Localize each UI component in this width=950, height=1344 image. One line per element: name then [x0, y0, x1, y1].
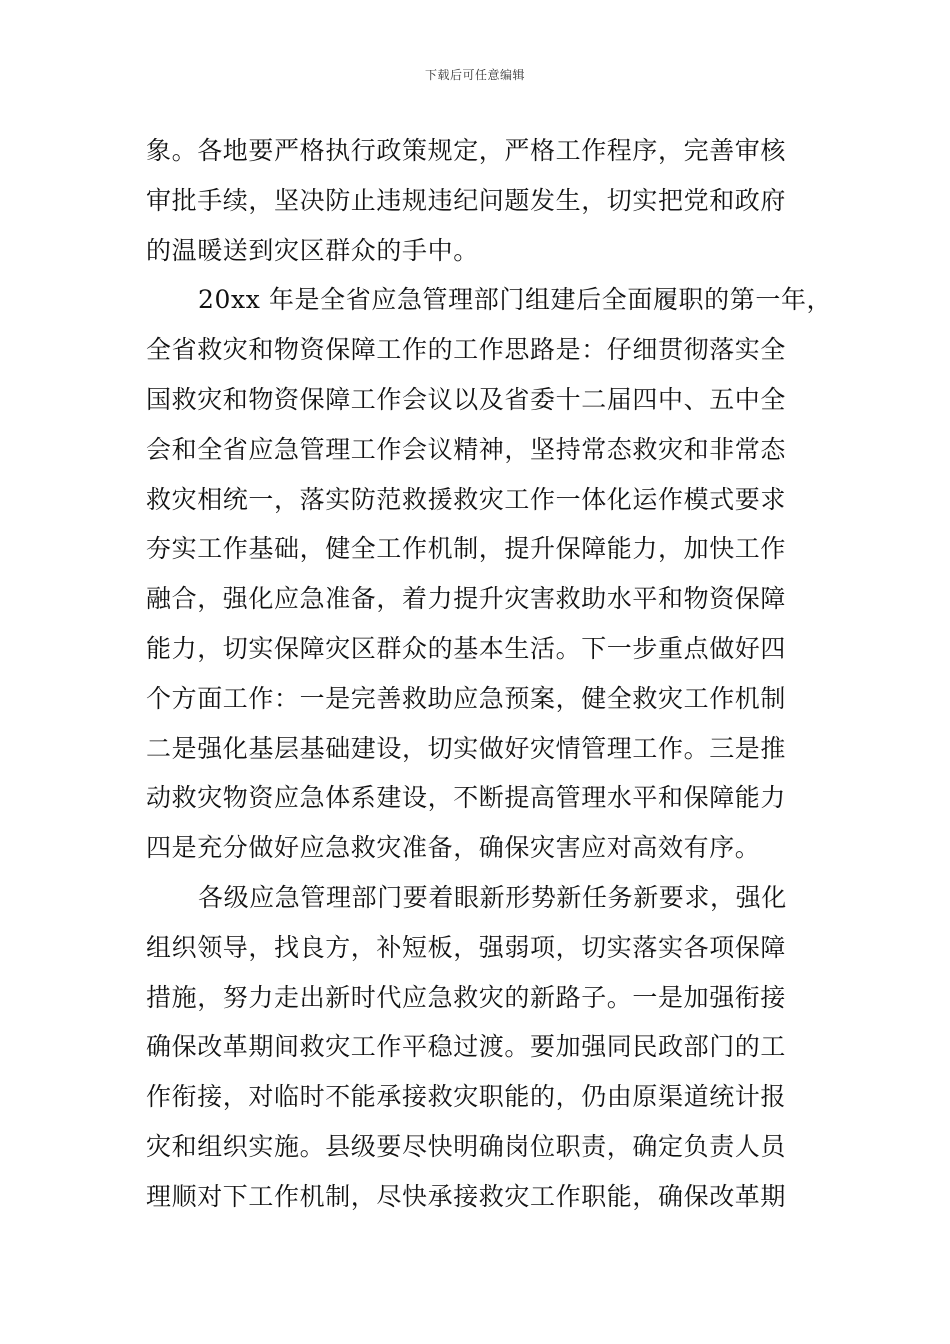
- document-body: [146, 126, 833, 1222]
- text-line: 理顺对下工作机制，尽快承接救灾工作职能，确保改革期: [146, 1181, 787, 1211]
- text-line: 国救灾和物资保障工作会议以及省委十二届四中、五中全: [146, 384, 787, 414]
- text-line: 动救灾物资应急体系建设，不断提高管理水平和保障能力: [146, 783, 787, 813]
- text-line: 融合，强化应急准备，着力提升灾害救助水平和物资保障: [146, 584, 787, 614]
- text-line: 会和全省应急管理工作会议精神，坚持常态救灾和非常态: [146, 434, 787, 464]
- text-line: 能力，切实保障灾区群众的基本生活。下一步重点做好四: [146, 633, 787, 663]
- text-line: 20xx 年是全省应急管理部门组建后全面履职的第一年，: [198, 285, 833, 315]
- header-note: 下载后可任意编辑: [424, 68, 525, 82]
- text-line: 确保改革期间救灾工作平稳过渡。要加强同民政部门的工: [146, 1032, 787, 1062]
- text-line: 全省救灾和物资保障工作的工作思路是：仔细贯彻落实全: [146, 335, 787, 365]
- text-line: 夯实工作基础，健全工作机制，提升保障能力，加快工作: [146, 534, 787, 564]
- text-line: 救灾相统一，落实防范救援救灾工作一体化运作模式要求: [146, 484, 787, 514]
- text-line: 个方面工作：一是完善救助应急预案，健全救灾工作机制: [146, 683, 787, 713]
- text-line: 组织领导，找良方，补短板，强弱项，切实落实各项保障: [146, 932, 787, 962]
- text-line: 灾和组织实施。县级要尽快明确岗位职责，确定负责人员: [146, 1131, 787, 1161]
- text-line: 象。各地要严格执行政策规定，严格工作程序，完善审核: [146, 136, 787, 165]
- text-line: 二是强化基层基础建设，切实做好灾情管理工作。三是推: [146, 733, 787, 763]
- text-line: 作衔接，对临时不能承接救灾职能的，仍由原渠道统计报: [146, 1082, 787, 1112]
- text-line: 各级应急管理部门要着眼新形势新任务新要求，强化: [198, 882, 787, 912]
- text-line: 审批手续，坚决防止违规违纪问题发生，切实把党和政府: [146, 185, 787, 215]
- text-line: 措施，努力走出新时代应急救灾的新路子。一是加强衔接: [146, 982, 787, 1012]
- text-line: 的温暖送到灾区群众的手中。: [146, 235, 479, 265]
- text-line: 四是充分做好应急救灾准备，确保灾害应对高效有序。: [146, 833, 761, 863]
